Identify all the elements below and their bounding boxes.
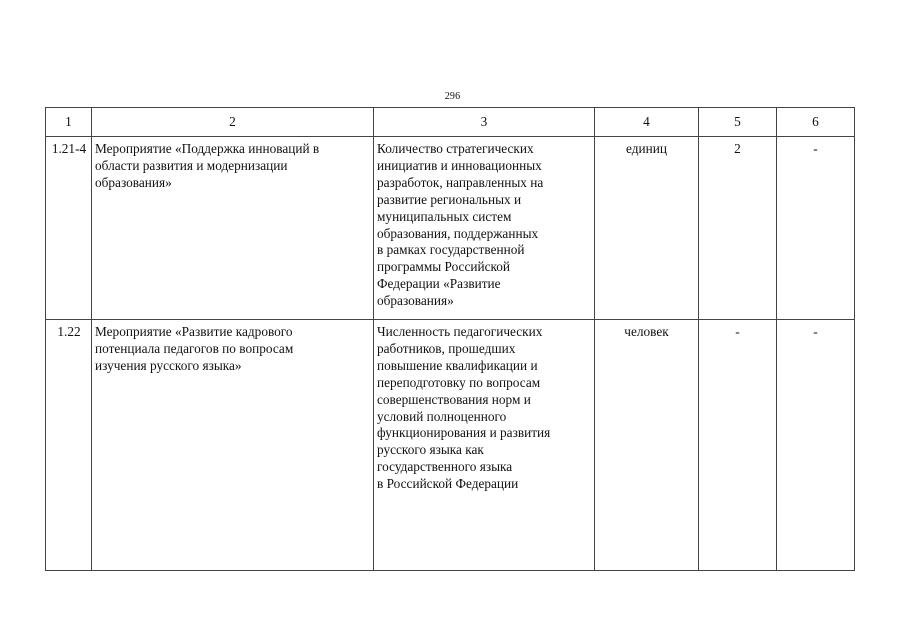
text-line: потенциала педагогов по вопросам <box>95 340 294 356</box>
text-line: в Российской Федерации <box>377 476 519 492</box>
row-number: 1.21-4 <box>46 137 92 320</box>
text-line: образования» <box>377 293 454 309</box>
table-row <box>46 137 855 320</box>
text-line: в рамках государственной <box>377 242 525 258</box>
text-line: повышение квалификации и <box>377 357 538 373</box>
measures-table <box>45 107 855 571</box>
text-line: условий полноценного <box>377 408 507 424</box>
text-line: образования» <box>95 174 172 190</box>
value-cell: - <box>777 320 855 571</box>
header-cell: 1 <box>46 108 92 137</box>
measure-name <box>92 137 374 320</box>
header-row <box>46 108 855 137</box>
text-line: Численность педагогических <box>377 324 543 339</box>
text-line: Мероприятие «Поддержка инноваций в <box>95 141 320 156</box>
text-line: Мероприятие «Развитие кадрового <box>95 324 293 339</box>
measure-name <box>92 320 374 571</box>
text-line: разработок, направленных на <box>377 174 544 190</box>
unit-cell: единиц <box>595 137 699 320</box>
text-line: Количество стратегических <box>377 141 534 156</box>
header-cell: 5 <box>699 108 777 137</box>
text-line: развитие региональных и <box>377 191 522 207</box>
header-cell: 4 <box>595 108 699 137</box>
text-line: переподготовку по вопросам <box>377 374 541 390</box>
text-line: Федерации «Развитие <box>377 276 501 292</box>
value-cell: - <box>699 320 777 571</box>
header-cell: 6 <box>777 108 855 137</box>
text-line: области развития и модернизации <box>95 157 288 173</box>
text-line: изучения русского языка» <box>95 357 242 373</box>
text-line: муниципальных систем <box>377 208 512 224</box>
page-number: 296 <box>444 91 461 102</box>
value-cell: 2 <box>699 137 777 320</box>
text-line: государственного языка <box>377 459 513 475</box>
text-line: функционирования и развития <box>377 425 551 441</box>
row-number: 1.22 <box>46 320 92 571</box>
value-cell: - <box>777 137 855 320</box>
text-line: работников, прошедших <box>377 340 516 356</box>
text-line: русского языка как <box>377 442 484 458</box>
text-line: совершенствования норм и <box>377 391 531 407</box>
header-cell: 3 <box>374 108 595 137</box>
text-line: инициатив и инновационных <box>377 157 542 173</box>
indicator-text <box>374 137 595 320</box>
indicator-text <box>374 320 595 571</box>
text-line: образования, поддержанных <box>377 225 539 241</box>
text-line: программы Российской <box>377 259 511 275</box>
unit-cell: человек <box>595 320 699 571</box>
header-cell: 2 <box>92 108 374 137</box>
table-row <box>46 320 855 571</box>
